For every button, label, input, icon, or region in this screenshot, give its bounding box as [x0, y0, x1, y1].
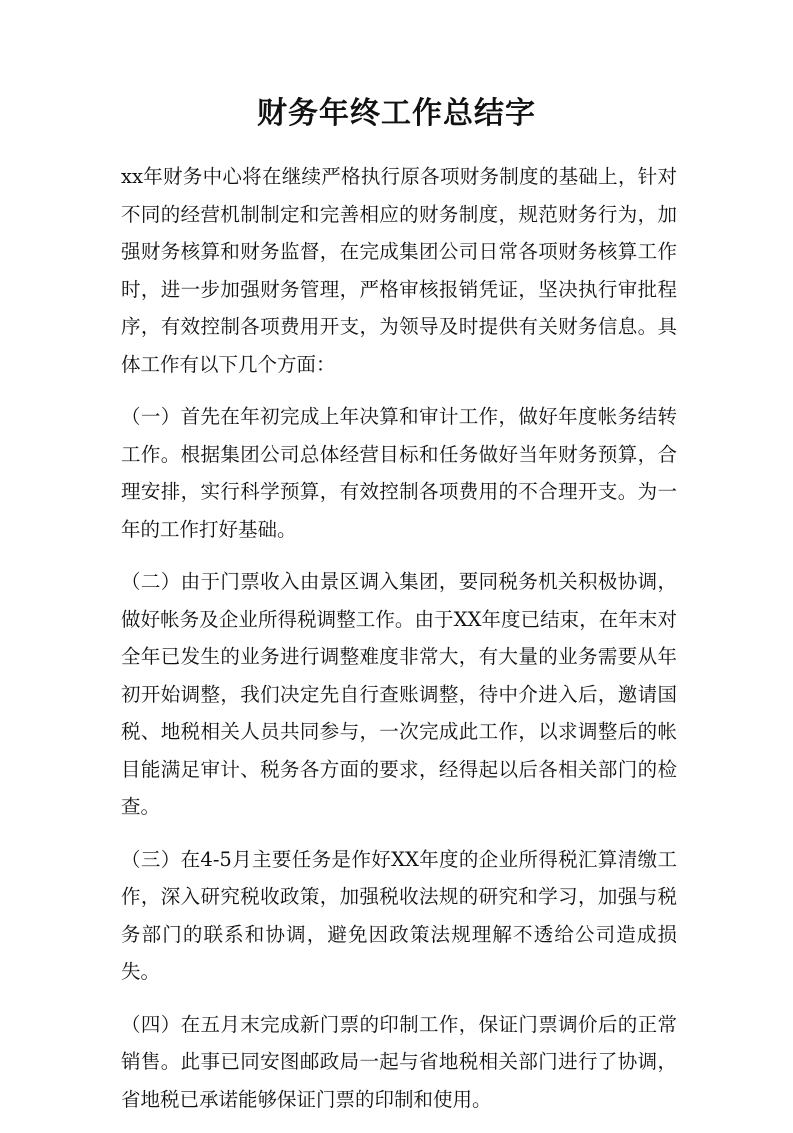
paragraph-item-4: （四）在五月末完成新门票的印制工作，保证门票调价后的正常销售。此事已同安图邮政局一起与省地税相关部门进行了协调，省地税已承诺能够保证门票的印制和使用。	[121, 1012, 677, 1111]
paragraph-item-3: （三）在4-5月主要任务是作好XX年度的企业所得税汇算清缴工作，深入研究税收政策，加强税收法规的研究和学习，加强与税务部门的联系和协调，避免因政策法规理解不透给公司造成损失。	[121, 847, 677, 983]
paragraph-item-1: （一）首先在年初完成上年决算和审计工作，做好年度帐务结转工作。根据集团公司总体经营目标和任务做好当年财务预算，合理安排，实行科学预算，有效控制各项费用的不合理开支。为一年的工作打好基础。	[121, 405, 677, 541]
document-body	[121, 158, 677, 1133]
paragraph-intro: xx年财务中心将在继续严格执行原各项财务制度的基础上，针对不同的经营机制制定和完善相应的财务制度，规范财务行为，加强财务核算和财务监督，在完成集团公司日常各项财务核算工作时，进一步加强财务管理，严格审核报销凭证，坚决执行审批程序，有效控制各项费用开支，为领导及时提供有关财务信息。具体工作有以下几个方面：	[121, 165, 677, 376]
paragraph-item-2: （二）由于门票收入由景区调入集团，要同税务机关积极协调，做好帐务及企业所得税调整工作。由于XX年度已结束，在年末对全年已发生的业务进行调整难度非常大，有大量的业务需要从年初开始调整，我们决定先自行查账调整，待中介进入后，邀请国税、地税相关人员共同参与，一次完成此工作，以求调整后的帐目能满足审计、税务各方面的要求，经得起以后各相关部门的检查。	[121, 570, 677, 818]
document-title: 财务年终工作总结字	[257, 96, 536, 131]
